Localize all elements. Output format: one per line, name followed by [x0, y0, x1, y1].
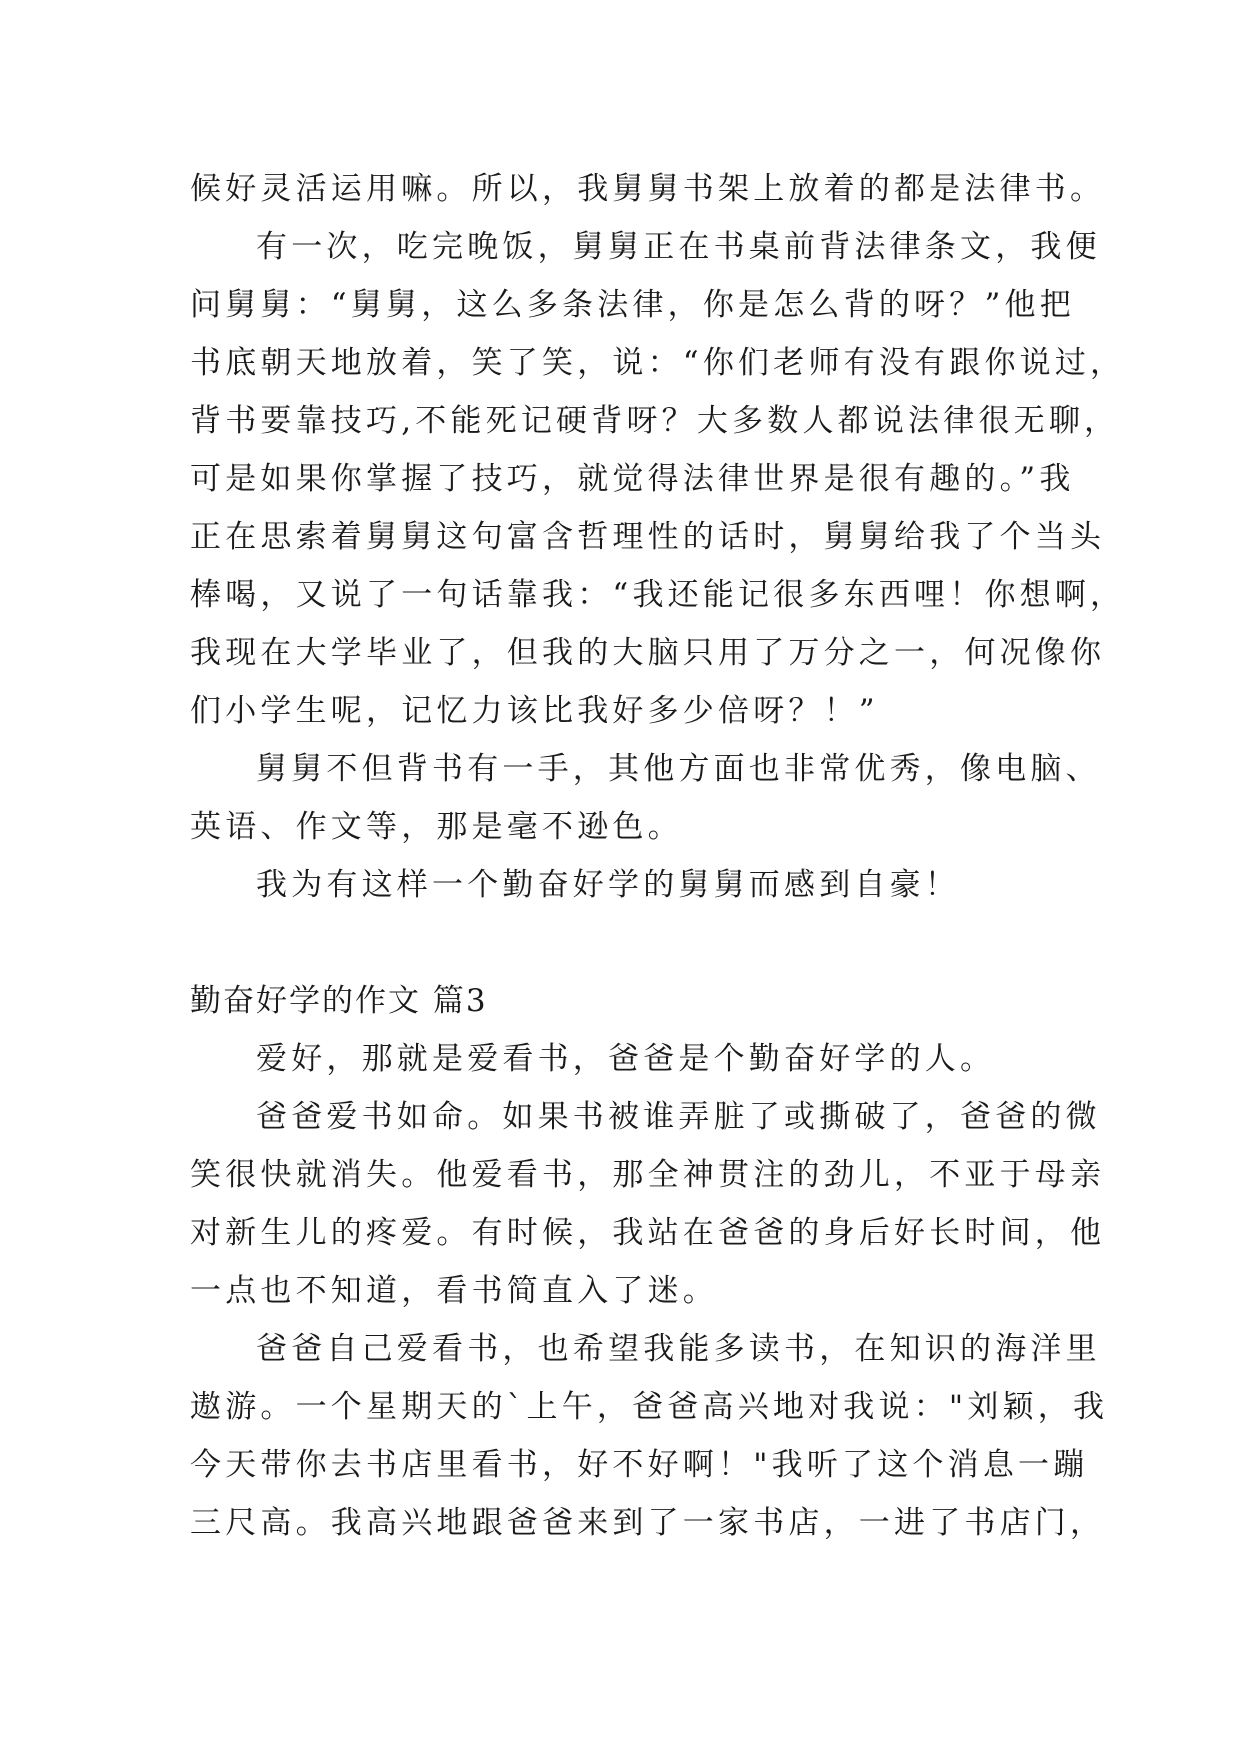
section-heading: 勤奋好学的作文 篇3 — [190, 983, 488, 1019]
text-line: 英语、作文等，那是毫不逊色。 — [190, 809, 683, 845]
text-line: 们小学生呢，记忆力该比我好多少倍呀？！” — [190, 693, 879, 729]
paragraph-start: 爸爸自己爱看书，也希望我能多读书，在知识的海洋里 — [256, 1331, 1101, 1367]
text-line: 书底朝天地放着，笑了笑，说：“你们老师有没有跟你说过， — [190, 345, 1126, 381]
text-line: 一点也不知道，看书简直入了迷。 — [190, 1273, 718, 1309]
paragraph-start: 舅舅不但背书有一手，其他方面也非常优秀，像电脑、 — [256, 751, 1101, 787]
blank-line — [190, 914, 1070, 972]
paragraph-start: 爸爸爱书如命。如果书被谁弄脏了或撕破了，爸爸的微 — [256, 1099, 1101, 1135]
text-line: 问舅舅：“舅舅，这么多条法律，你是怎么背的呀？”他把 — [190, 287, 1075, 323]
text-line: 三尺高。我高兴地跟爸爸来到了一家书店，一进了书店门， — [190, 1505, 1106, 1541]
text-line: 今天带你去书店里看书，好不好啊！"我听了这个消息一蹦 — [190, 1447, 1089, 1483]
paragraph-start: 爱好，那就是爱看书，爸爸是个勤奋好学的人。 — [256, 1041, 996, 1077]
text-line: 可是如果你掌握了技巧，就觉得法律世界是很有趣的。”我 — [190, 461, 1075, 497]
text-line: 棒喝，又说了一句话靠我：“我还能记很多东西哩！你想啊， — [190, 577, 1126, 613]
paragraph-start: 我为有这样一个勤奋好学的舅舅而感到自豪！ — [256, 867, 960, 903]
text-line: 对新生儿的疼爱。有时候，我站在爸爸的身后好长时间，他 — [190, 1215, 1106, 1251]
text-line: 背书要靠技巧,不能死记硬背呀？大多数人都说法律很无聊， — [190, 403, 1120, 439]
text-line: 候好灵活运用嘛。所以，我舅舅书架上放着的都是法律书。 — [190, 171, 1106, 207]
text-line: 我现在大学毕业了，但我的大脑只用了万分之一，何况像你 — [190, 635, 1106, 671]
text-line: 正在思索着舅舅这句富含哲理性的话时，舅舅给我了个当头 — [190, 519, 1106, 555]
document-body — [190, 160, 1126, 1552]
paragraph-start: 有一次，吃完晚饭，舅舅正在书桌前背法律条文，我便 — [256, 229, 1101, 265]
text-line: 笑很快就消失。他爱看书，那全神贯注的劲儿，不亚于母亲 — [190, 1157, 1106, 1193]
text-line: 遨游。一个星期天的`上午，爸爸高兴地对我说："刘颖，我 — [190, 1389, 1109, 1425]
